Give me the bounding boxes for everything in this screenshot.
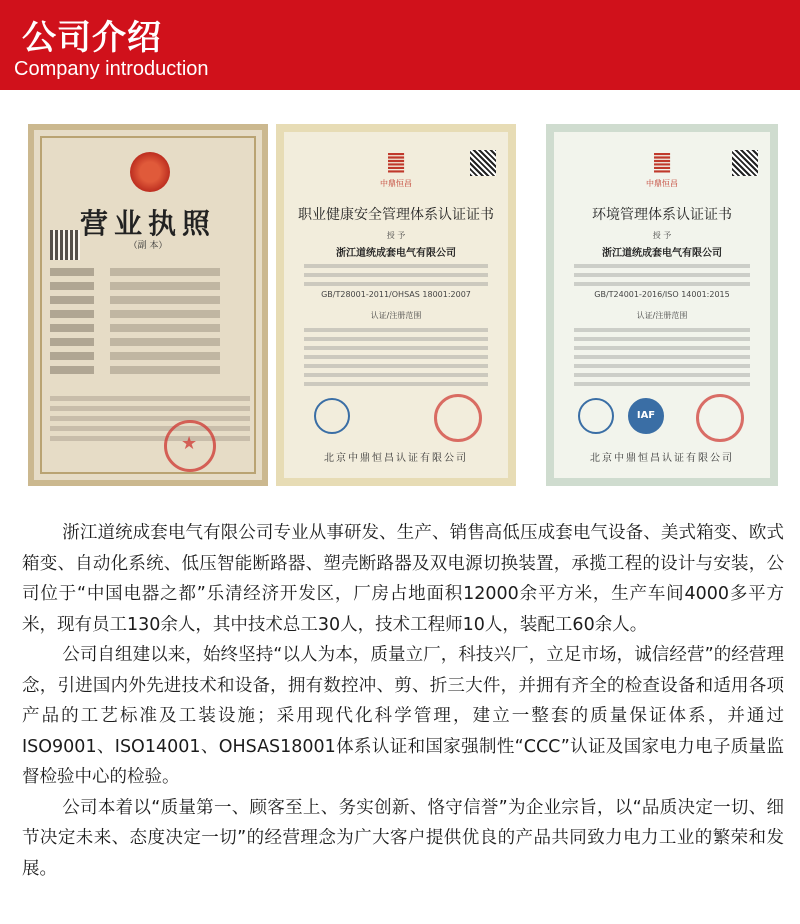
- environment-certificate-image: [546, 124, 778, 486]
- philosophy-paragraph: 公司自组建以来，始终坚持“以人为本，质量立厂，科技兴厂，立足市场，诚信经营”的经营理念，引进国内外先进技术和设备，拥有数控冲、剪、折三大件，并拥有齐全的检查设备和适用各项产品的工艺标准及工装设施；采用现代化科学管理，建立一整套的质量保证体系，并通过ISO9001、ISO14001、OHSAS18001体系认证和国家强制性“CCC”认证及国家电力电子质量监督检验中心的检验。: [22, 645, 784, 787]
- certificate-issuer: 北京中鼎恒昌认证有限公司: [324, 453, 468, 464]
- license-copy-label: （副 本）: [128, 241, 168, 251]
- qr-code-icon: [732, 150, 758, 176]
- ohsas-certificate-image: [276, 124, 516, 486]
- accreditation-badge-icon: [578, 398, 614, 434]
- section-title: 公司介绍: [22, 18, 162, 58]
- company-description: [22, 518, 784, 884]
- certificate-title: 职业健康安全管理体系认证证书: [298, 207, 494, 223]
- certificate-grant: 授 予: [386, 231, 406, 240]
- certificate-standard: GB/T24001-2016/ISO 14001:2015: [594, 290, 730, 299]
- license-scope-text: [50, 396, 250, 446]
- certificate-title: 环境管理体系认证证书: [592, 207, 732, 223]
- certificate-body-lines: [304, 264, 488, 291]
- certificate-scope-label: 认证/注册范围: [370, 311, 422, 320]
- certificate-scope-label: 认证/注册范围: [636, 311, 688, 320]
- qr-code-icon: [470, 150, 496, 176]
- iaf-badge-icon: IAF: [628, 398, 664, 434]
- certifier-logo-icon: ䷀: [652, 150, 672, 175]
- accreditation-badge-icon: [314, 398, 350, 434]
- certificate-body-lines: [574, 264, 750, 291]
- certificate-scope-lines: [304, 328, 488, 391]
- license-title: 营业执照: [79, 207, 216, 240]
- certifier-logo-text: 中鼎恒昌: [380, 179, 412, 188]
- certifier-logo-icon: ䷀: [386, 150, 406, 175]
- certificate-standard: GB/T28001-2011/OHSAS 18001:2007: [321, 290, 471, 299]
- license-fields: [50, 268, 250, 380]
- mission-paragraph: 公司本着以“质量第一、顾客至上、务实创新、恪守信誉”为企业宗旨，以“品质决定一切、细节决定未来、态度决定一切”的经营理念为广大客户提供优良的产品共同致力电力工业的繁荣和发展。: [22, 797, 784, 879]
- certificate-issuer: 北京中鼎恒昌认证有限公司: [590, 453, 734, 464]
- certifier-seal-icon: [434, 394, 482, 442]
- certificate-company: 浙江道统成套电气有限公司: [336, 248, 456, 259]
- certifier-logo-text: 中鼎恒昌: [646, 179, 678, 188]
- certificate-grant: 授 予: [652, 231, 672, 240]
- certificate-gallery: [0, 124, 800, 490]
- section-header: [0, 0, 800, 90]
- certificate-company: 浙江道统成套电气有限公司: [602, 248, 722, 259]
- business-license-image: [28, 124, 268, 486]
- certificate-scope-lines: [574, 328, 750, 391]
- intro-paragraph: 浙江道统成套电气有限公司专业从事研发、生产、销售高低压成套电气设备、美式箱变、欧式箱变、自动化系统、低压智能断路器、塑壳断路器及双电源切换装置，承揽工程的设计与安装，公司位于“中国电器之都”乐清经济开发区，厂房占地面积12000余平方米，生产车间4000多平方米，现有员工130余人，其中技术总工30人，技术工程师10人，装配工60余人。: [22, 523, 784, 635]
- qr-code-icon: [50, 230, 80, 260]
- official-seal-icon: [164, 420, 216, 472]
- section-subtitle: Company introduction: [14, 58, 209, 80]
- national-emblem-icon: [130, 152, 170, 192]
- certifier-seal-icon: [696, 394, 744, 442]
